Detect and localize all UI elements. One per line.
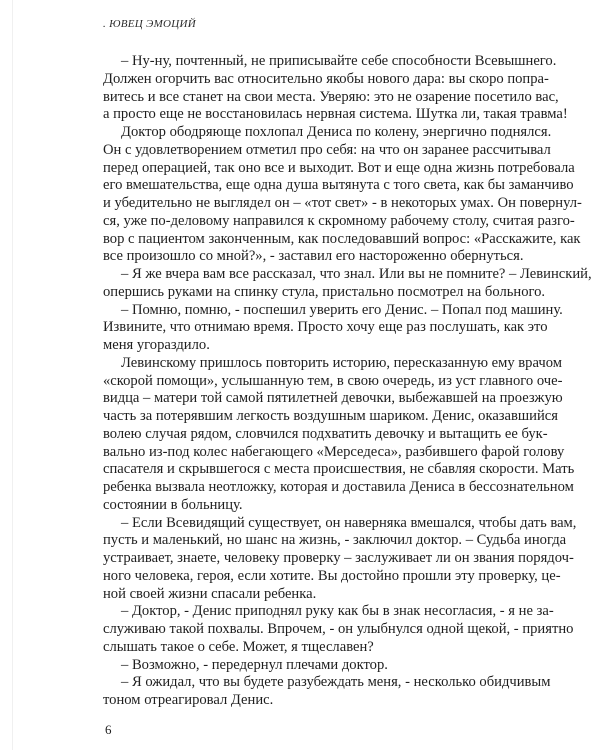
text-line: перед операцией, так оно все и выходит. Вот и еще одна жизнь потребовала (103, 159, 575, 176)
text-line: видца – матери той самой пятилетней девочки, выбежавшей на проезжую (103, 390, 563, 407)
text-line: тоном отреагировал Денис. (103, 692, 274, 708)
text-line: – Доктор, - Денис приподнял руку как бы в знак несогласия, - я не за- (121, 603, 554, 620)
paragraph (103, 603, 574, 656)
paragraph (103, 53, 568, 124)
text-line: – Помню, помню, - поспешил уверить его Денис. – Попал под машину. (121, 301, 563, 318)
text-line: устраивает, знаете, человеку проверку – заслуживает ли он звания порядоч- (103, 550, 574, 566)
paragraph (103, 514, 577, 604)
text-line: а просто еще не восстановилась нервная система. Шутка ли, такая травма! (103, 106, 568, 123)
paragraph (103, 124, 582, 266)
text-line: ной своей жизни спасали ребенка. (103, 585, 317, 602)
text-line: ся, уже по-деловому направился к скромному рабочему столу, считая разго- (103, 212, 575, 229)
paragraph (103, 657, 540, 675)
text-line: пусть и маленький, но шанс на жизнь, - заключил доктор. – Судьба иногда (103, 532, 567, 549)
text-line: ного человека, героя, если хотите. Вы достойно прошли эту проверку, це- (103, 567, 561, 584)
text-line: Он с удовлетворением отметил про себя: на что он заранее рассчитывал (103, 141, 551, 158)
text-line: Извините, что отнимаю время. Просто хочу еще раз послушать, как это (103, 319, 548, 336)
text-line: – Я же вчера вам все рассказал, что знал. Или вы не помните? – Левинский, (121, 266, 592, 282)
text-line: – Если Всевидящий существует, он наверняка вмешался, чтобы дать вам, (121, 514, 577, 531)
text-line: Должен огорчить вас относительно якобы нового дара: вы скоро попра- (103, 70, 549, 87)
text-line: – Я ожидал, что вы будете разубеждать меня, - несколько обидчивым (121, 674, 551, 691)
text-line: волею случая рядом, словчился подхватить девочку и вытащить ее бук- (103, 425, 548, 442)
text-line: состоянии в больницу. (103, 496, 243, 513)
text-line: «скорой помощи», услышанную тем, в свою очередь, из уст главного оче- (103, 372, 563, 389)
running-head: . ЮВЕЦ ЭМОЦИЙ (103, 18, 197, 30)
page-number: 6 (105, 722, 112, 737)
text-line: ребенка вызвала неотложку, которая и доставила Дениса в бессознательном (103, 479, 574, 495)
text-line: его вмешательства, еще одна душа вытянута с того света, как бы заманчиво (103, 177, 574, 194)
text-line: часть за потерявшим легкость воздушным шариком. Денис, оказавшийся (103, 408, 558, 424)
text-line: опершись руками на спинку стула, пристально посмотрел на больного. (103, 283, 546, 300)
paragraph (103, 674, 551, 710)
text-line: вально из-под колес набегающего «Мерседеса», разбившего фарой голову (103, 443, 565, 460)
text-line: Доктор ободряюще похлопал Дениса по колену, энергично поднялся. (121, 124, 552, 140)
text-line: меня угораздило. (103, 337, 210, 353)
paragraph (103, 301, 563, 355)
paragraph (103, 266, 592, 302)
text-line: вор с пациентом законченным, как последовавший вопрос: «Расскажите, как (103, 230, 581, 247)
text-line: все произошло со мной?», - заставил его настороженно обернуться. (103, 248, 524, 265)
body-text (103, 53, 592, 710)
text-line: – Возможно, - передернул плечами доктор. (121, 656, 388, 673)
text-line: – Ну-ну, почтенный, не приписывайте себе способности Всевышнего. (121, 53, 557, 69)
text-line: слышать такое о себе. Может, я тщеславен? (103, 638, 374, 655)
text-line: служиваю такой похвалы. Впрочем, - он улыбнулся одной щекой, - приятно (103, 621, 574, 637)
text-line: и убедительно не выглядел он – «тот свет» - в некоторых умах. Он повернул- (103, 195, 582, 211)
text-line: спасателя и скрывшегося с места происшествия, не сбавляя скорости. Мать (103, 461, 575, 478)
text-line: Левинскому пришлось повторить историю, пересказанную ему врачом (121, 354, 562, 371)
text-line: витесь и все станет на свои места. Уверяю: это не озарение посетило вас, (103, 88, 559, 105)
page-edge (12, 0, 13, 750)
paragraph (103, 354, 575, 515)
